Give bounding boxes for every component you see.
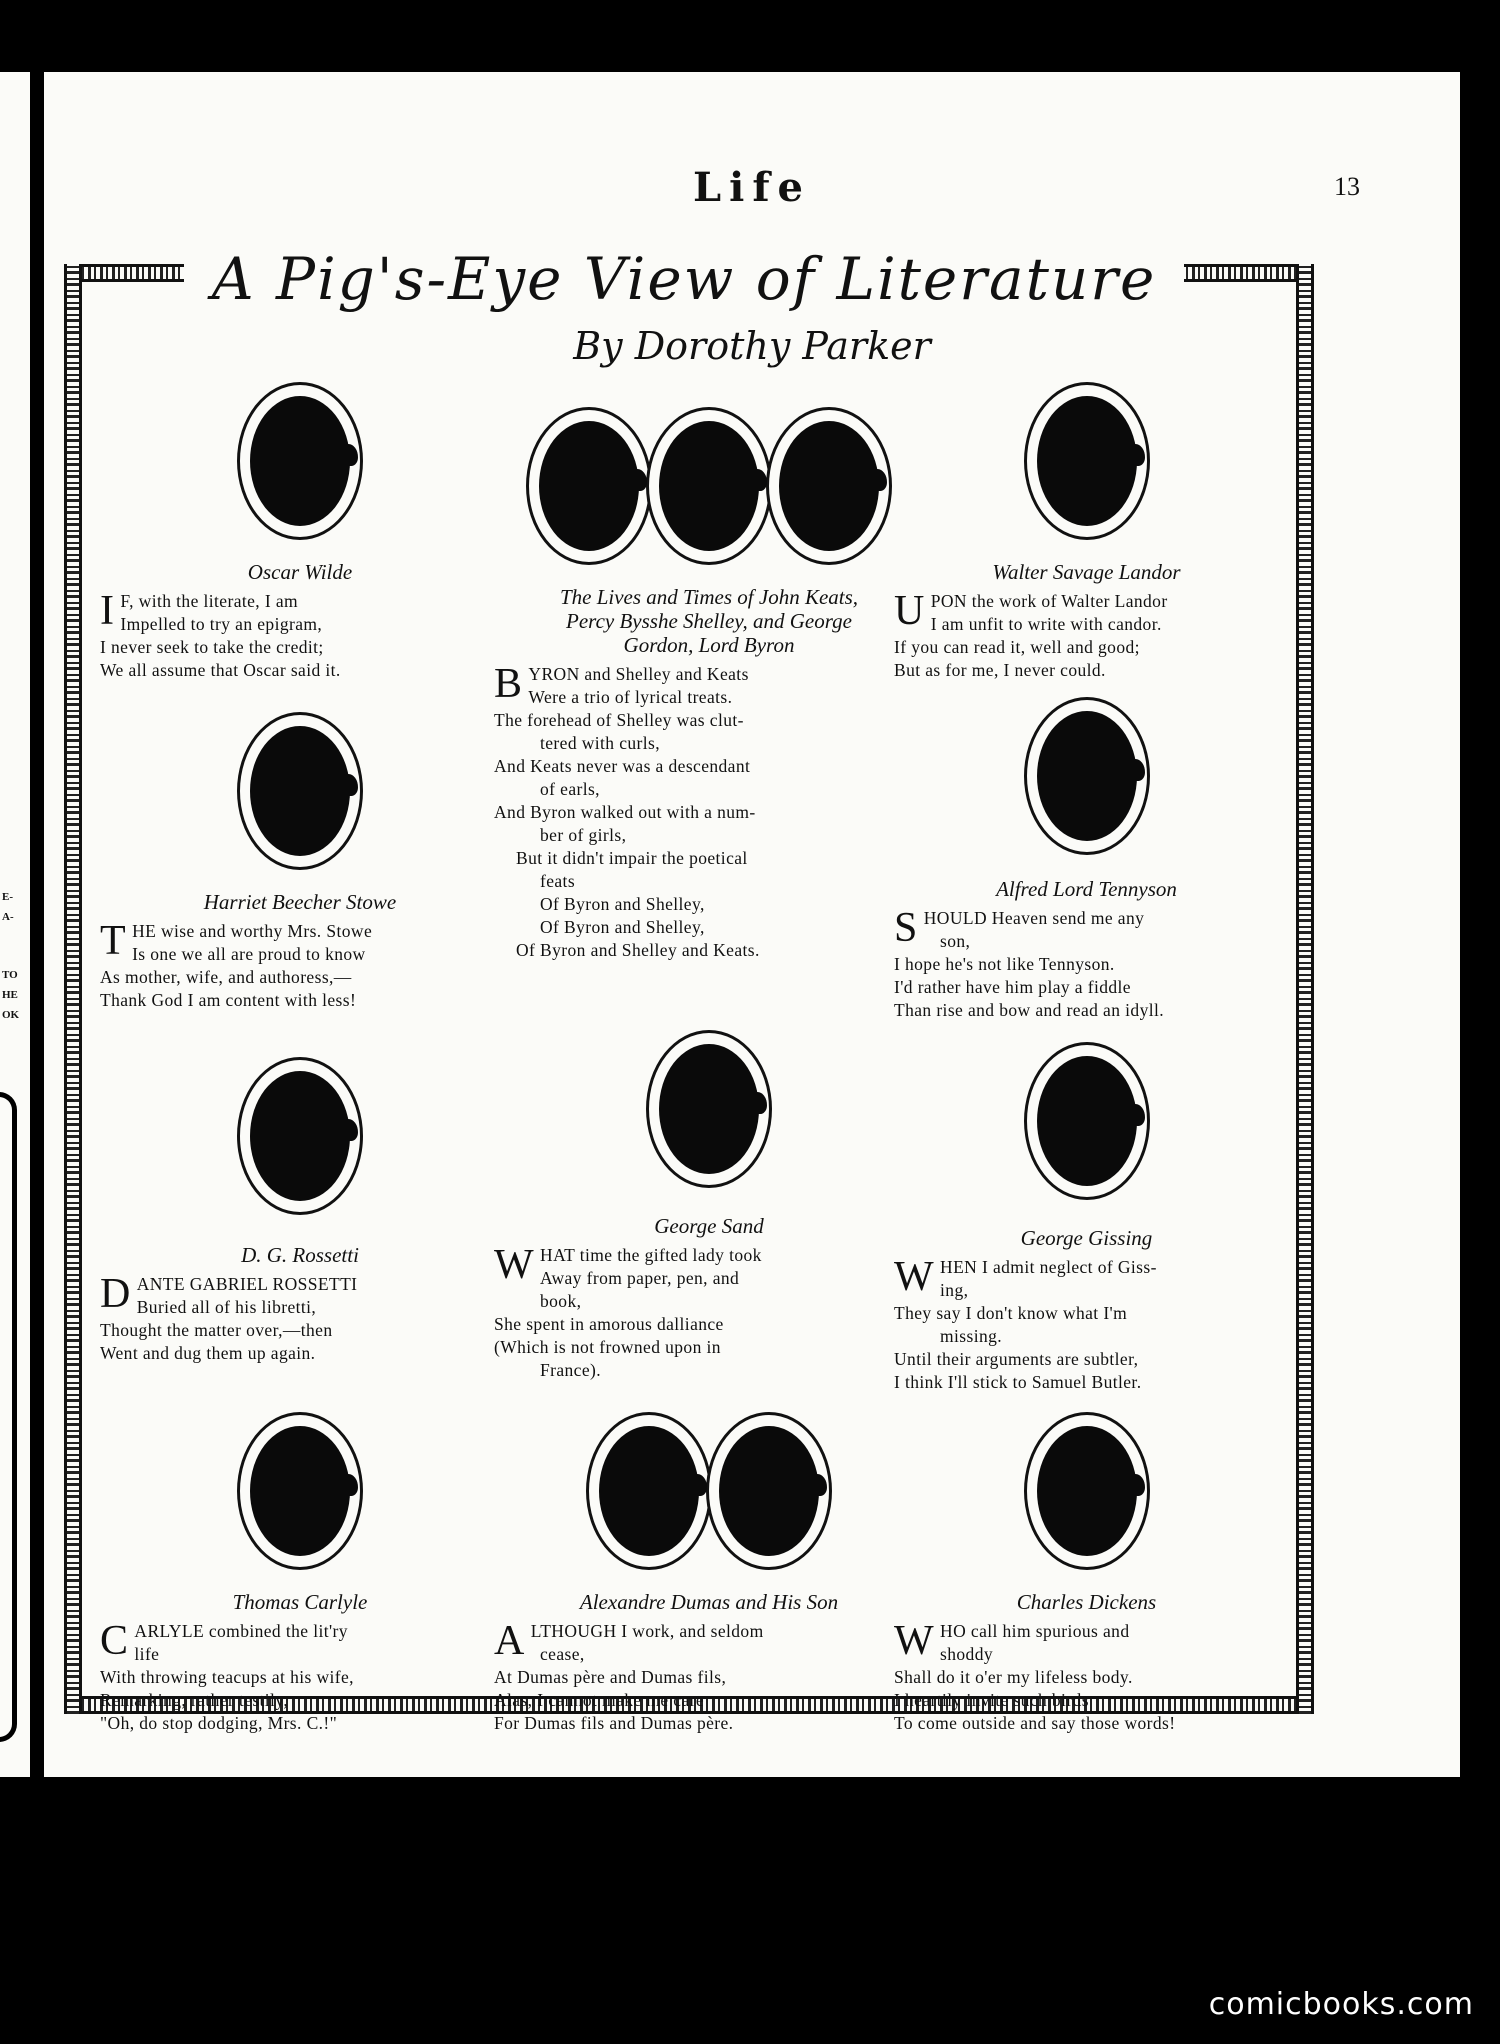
verse-line: PON the work of Walter Landor: [930, 591, 1168, 612]
portrait-group: [100, 1057, 500, 1215]
poem-text: [100, 1620, 500, 1735]
poem-harriet-beecher-stowe: [100, 712, 500, 1012]
poem-title: Oscar Wilde: [247, 560, 353, 584]
drop-cap: W: [894, 1618, 935, 1665]
verse-line: Thank God I am content with less!: [100, 990, 357, 1011]
verse-line: I am unfit to write with candor.: [930, 614, 1162, 635]
verse-line: HEN I admit neglect of Giss-: [940, 1257, 1157, 1278]
verse-line: ANTE GABRIEL ROSSETTI: [136, 1274, 358, 1295]
byline: By Dorothy Parker: [573, 324, 931, 368]
verse-line: Went and dug them up again.: [100, 1343, 316, 1364]
silhouette-portrait: [586, 1412, 712, 1570]
verse-line: HAT time the gifted lady took: [540, 1245, 762, 1266]
verse-line: HOULD Heaven send me any: [923, 908, 1145, 929]
poem-title: Charles Dickens: [1016, 1590, 1157, 1614]
drop-cap: B: [494, 661, 523, 708]
verse-line: ing,: [940, 1280, 969, 1301]
poem-text: [494, 1244, 924, 1382]
facing-page-fragment: A-: [2, 911, 14, 923]
verse-line: Than rise and bow and read an idyll.: [894, 1000, 1165, 1021]
portrait-group: [494, 1412, 924, 1570]
verse-line: Shall do it o'er my lifeless body.: [894, 1667, 1133, 1688]
verse-line: Remarking, rather testily,: [100, 1690, 289, 1711]
verse-line: The forehead of Shelley was clut-: [494, 710, 744, 731]
verse-line: HO call him spurious and: [940, 1621, 1130, 1642]
verse-line: We all assume that Oscar said it.: [100, 660, 341, 681]
silhouette-portrait: [1024, 382, 1150, 540]
verse-line: LTHOUGH I work, and seldom: [530, 1621, 764, 1642]
verse-line: At Dumas père and Dumas fils,: [494, 1667, 727, 1688]
verse-line: F, with the literate, I am: [120, 591, 299, 612]
silhouette-portrait: [646, 1030, 772, 1188]
poem-george-sand: [494, 1030, 924, 1382]
poem-george-gissing: [894, 1042, 1279, 1394]
verse-line: Of Byron and Shelley,: [540, 894, 705, 915]
poem-text: [494, 1620, 924, 1735]
portrait-group: [100, 1412, 500, 1570]
silhouette-portrait: [237, 382, 363, 540]
verse-line: missing.: [940, 1326, 1003, 1347]
portrait-group: [494, 1030, 924, 1188]
verse-line: book,: [540, 1291, 582, 1312]
verse-line: Buried all of his libretti,: [136, 1297, 317, 1318]
drop-cap: T: [100, 918, 127, 965]
verse-line: France).: [540, 1360, 602, 1381]
verse-line: As mother, wife, and authoress,—: [100, 967, 352, 988]
verse-line: For Dumas fils and Dumas père.: [494, 1713, 734, 1734]
verse-line: Of Byron and Shelley and Keats.: [516, 940, 760, 961]
poem-text: [100, 920, 500, 1012]
headline-container: [184, 234, 1184, 324]
poem-text: [100, 590, 500, 682]
silhouette-portrait: [646, 407, 772, 565]
portrait-group: [894, 1412, 1279, 1570]
verse-line: They say I don't know what I'm: [894, 1303, 1128, 1324]
silhouette-portrait: [526, 407, 652, 565]
verse-line: To come outside and say those words!: [894, 1713, 1176, 1734]
poem-keats-shelley-byron: [494, 407, 924, 962]
border-left: [64, 264, 82, 1714]
verse-line: I hope he's not like Tennyson.: [894, 954, 1115, 975]
drop-cap: W: [894, 1254, 935, 1301]
drop-cap: I: [100, 588, 115, 635]
verse-line: Of Byron and Shelley,: [540, 917, 705, 938]
verse-line: I never seek to take the credit;: [100, 637, 324, 658]
facing-page-fragment: TO: [2, 969, 18, 981]
poem-alexandre-dumas: [494, 1412, 924, 1735]
silhouette-portrait: [1024, 1042, 1150, 1200]
verse-line: son,: [940, 931, 971, 952]
headline: A Pig's-Eye View of Literature: [211, 245, 1157, 313]
facing-page-fragment: HE: [2, 989, 18, 1001]
page-number: 13: [1334, 172, 1360, 201]
verse-line: (Which is not frowned upon in: [494, 1337, 721, 1358]
verse-line: of earls,: [540, 779, 600, 800]
facing-page-edge: [0, 72, 30, 1777]
magazine-title: Life: [693, 164, 811, 211]
verse-line: life: [134, 1644, 160, 1665]
portrait-group: [894, 382, 1279, 540]
verse-line: With throwing teacups at his wife,: [100, 1667, 354, 1688]
verse-line: I think I'll stick to Samuel Butler.: [894, 1372, 1142, 1393]
verse-line: shoddy: [940, 1644, 994, 1665]
verse-line: But as for me, I never could.: [894, 660, 1106, 681]
poem-oscar-wilde: [100, 382, 500, 682]
portrait-group: [100, 382, 500, 540]
portrait-group: [100, 712, 500, 870]
verse-line: I'd rather have him play a fiddle: [894, 977, 1131, 998]
poem-walter-savage-landor: [894, 382, 1279, 682]
poem-alfred-lord-tennyson: [894, 697, 1279, 1022]
poem-title: The Lives and Times of John Keats, Percy Bysshe Shelley, and George Gordon, Lord Byron: [559, 585, 859, 658]
poem-title: D. G. Rossetti: [241, 1243, 359, 1267]
verse-line: feats: [540, 871, 576, 892]
verse-line: Alas, I cannot make me care: [494, 1690, 705, 1711]
silhouette-portrait: [237, 712, 363, 870]
drop-cap: S: [894, 905, 918, 952]
poem-text: [100, 1273, 500, 1365]
verse-line: "Oh, do stop dodging, Mrs. C.!": [100, 1713, 338, 1734]
verse-line: Were a trio of lyrical treats.: [528, 687, 733, 708]
facing-page-box-border: [0, 1092, 17, 1742]
poem-text: [494, 663, 924, 962]
facing-page-fragment: E-: [2, 891, 13, 903]
poem-title: George Gissing: [1020, 1226, 1153, 1250]
silhouette-portrait: [1024, 697, 1150, 855]
poem-charles-dickens: [894, 1412, 1279, 1735]
verse-line: Is one we all are proud to know: [132, 944, 366, 965]
verse-line: Thought the matter over,—then: [100, 1320, 333, 1341]
verse-line: She spent in amorous dalliance: [494, 1314, 724, 1335]
verse-line: But it didn't impair the poetical: [516, 848, 748, 869]
poem-text: [894, 1256, 1279, 1394]
facing-page-fragment: OK: [2, 1009, 20, 1021]
poem-title: Harriet Beecher Stowe: [203, 890, 397, 914]
verse-line: ber of girls,: [540, 825, 627, 846]
verse-line: cease,: [540, 1644, 585, 1665]
drop-cap: A: [494, 1618, 525, 1665]
border-right: [1296, 264, 1314, 1714]
poem-title: Alexandre Dumas and His Son: [579, 1590, 839, 1614]
drop-cap: D: [100, 1271, 131, 1318]
verse-line: Impelled to try an epigram,: [120, 614, 323, 635]
portrait-group: [494, 407, 924, 565]
verse-line: And Byron walked out with a num-: [494, 802, 756, 823]
poem-thomas-carlyle: [100, 1412, 500, 1735]
verse-line: If you can read it, well and good;: [894, 637, 1140, 658]
poem-title: Thomas Carlyle: [232, 1590, 368, 1614]
verse-line: And Keats never was a descendant: [494, 756, 751, 777]
site-watermark: comicbooks.com: [1208, 1987, 1474, 2022]
verse-line: Away from paper, pen, and: [540, 1268, 740, 1289]
silhouette-portrait: [706, 1412, 832, 1570]
poem-title: Alfred Lord Tennyson: [996, 877, 1177, 901]
poem-text: [894, 590, 1279, 682]
drop-cap: C: [100, 1618, 129, 1665]
portrait-group: [894, 697, 1279, 855]
poem-title: Walter Savage Landor: [992, 560, 1181, 584]
verse-line: Until their arguments are subtler,: [894, 1349, 1139, 1370]
drop-cap: W: [494, 1242, 535, 1289]
verse-line: I heartily invite such birds: [894, 1690, 1089, 1711]
verse-line: tered with curls,: [540, 733, 661, 754]
silhouette-portrait: [237, 1057, 363, 1215]
poem-rossetti: [100, 1057, 500, 1365]
silhouette-portrait: [237, 1412, 363, 1570]
verse-line: YRON and Shelley and Keats: [528, 664, 749, 685]
magazine-page: [44, 72, 1460, 1777]
verse-line: ARLYLE combined the lit'ry: [134, 1621, 348, 1642]
verse-line: HE wise and worthy Mrs. Stowe: [132, 921, 373, 942]
silhouette-portrait: [766, 407, 892, 565]
silhouette-portrait: [1024, 1412, 1150, 1570]
drop-cap: U: [894, 588, 925, 635]
poem-text: [894, 907, 1279, 1022]
poem-title: George Sand: [654, 1214, 764, 1238]
poem-text: [894, 1620, 1279, 1735]
portrait-group: [894, 1042, 1279, 1200]
